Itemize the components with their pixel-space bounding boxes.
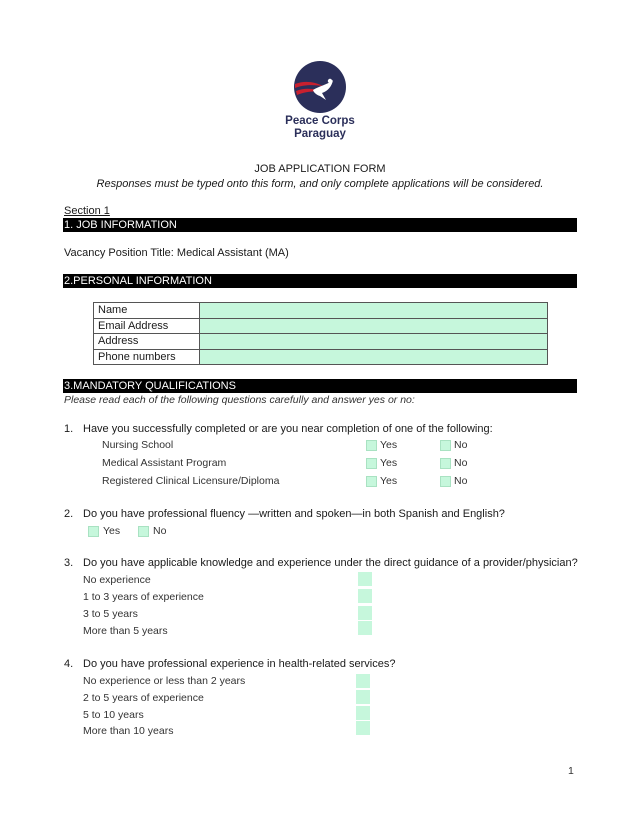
q4-text: Do you have professional experience in health-related services?	[83, 658, 396, 670]
name-field[interactable]	[200, 303, 548, 319]
section-label: Section 1	[64, 205, 110, 217]
q1-option-label: Registered Clinical Licensure/Diploma	[102, 475, 280, 487]
vacancy-title: Vacancy Position Title: Medical Assistant (MA)	[64, 247, 289, 259]
qualifications-header: 3.MANDATORY QUALIFICATIONS	[63, 379, 577, 393]
table-row	[94, 334, 548, 350]
name-label: Name	[94, 303, 200, 319]
address-label: Address	[94, 334, 200, 350]
q1-item1-yes-checkbox[interactable]	[366, 440, 377, 451]
logo-title: Peace Corps	[285, 115, 355, 127]
q3-option-label: 3 to 5 years	[83, 608, 138, 620]
table-row	[94, 318, 548, 334]
yes-label: Yes	[380, 439, 398, 451]
q1-item3-no-checkbox[interactable]	[440, 476, 451, 487]
q1-option-label: Medical Assistant Program	[102, 457, 227, 469]
phone-label: Phone numbers	[94, 349, 200, 365]
job-info-header: 1. JOB INFORMATION	[63, 218, 577, 232]
yes-label: Yes	[380, 457, 398, 469]
q3-number: 3.	[64, 557, 74, 569]
q4-option-label: No experience or less than 2 years	[83, 675, 246, 687]
phone-field[interactable]	[200, 349, 548, 365]
q2-text: Do you have professional fluency —written and spoken—in both Spanish and English?	[83, 508, 505, 520]
q3-option-label: More than 5 years	[83, 625, 168, 637]
q2-number: 2.	[64, 508, 74, 520]
q3-text: Do you have applicable knowledge and experience under the direct guidance of a provider/physician?	[83, 557, 578, 569]
table-row	[94, 349, 548, 365]
q4-option2-checkbox[interactable]	[356, 690, 370, 704]
instructions-text: Please read each of the following questions carefully and answer yes or no:	[64, 394, 415, 406]
no-label: No	[454, 457, 468, 469]
q2-yes-checkbox[interactable]	[88, 526, 99, 537]
q4-option4-checkbox[interactable]	[356, 721, 370, 735]
personal-info-header: 2.PERSONAL INFORMATION	[63, 274, 577, 288]
q3-option1-checkbox[interactable]	[358, 572, 372, 586]
address-field[interactable]	[200, 334, 548, 350]
no-label: No	[454, 439, 468, 451]
q1-number: 1.	[64, 423, 74, 435]
q2-no-checkbox[interactable]	[138, 526, 149, 537]
q3-option3-checkbox[interactable]	[358, 606, 372, 620]
form-subtitle: Responses must be typed onto this form, and only complete applications will be considered.	[96, 178, 544, 190]
q4-option-label: 2 to 5 years of experience	[83, 692, 204, 704]
personal-info-table	[93, 302, 548, 365]
q4-option1-checkbox[interactable]	[356, 674, 370, 688]
q4-option-label: More than 10 years	[83, 725, 174, 737]
no-label: No	[454, 475, 468, 487]
q3-option4-checkbox[interactable]	[358, 621, 372, 635]
q1-item2-yes-checkbox[interactable]	[366, 458, 377, 469]
q4-option-label: 5 to 10 years	[83, 709, 144, 721]
q3-option-label: 1 to 3 years of experience	[83, 591, 204, 603]
table-row	[94, 303, 548, 319]
yes-label: Yes	[103, 525, 121, 537]
logo-country: Paraguay	[294, 128, 346, 140]
q1-option-label: Nursing School	[102, 439, 174, 451]
q1-item2-no-checkbox[interactable]	[440, 458, 451, 469]
q3-option-label: No experience	[83, 574, 151, 586]
q1-text: Have you successfully completed or are you near completion of one of the following:	[83, 423, 493, 435]
email-label: Email Address	[94, 318, 200, 334]
q1-item1-no-checkbox[interactable]	[440, 440, 451, 451]
q1-item3-yes-checkbox[interactable]	[366, 476, 377, 487]
form-title: JOB APPLICATION FORM	[254, 163, 386, 175]
q4-number: 4.	[64, 658, 74, 670]
yes-label: Yes	[380, 475, 398, 487]
dove-flag-icon	[293, 60, 347, 114]
peace-corps-logo	[280, 60, 360, 141]
q3-option2-checkbox[interactable]	[358, 589, 372, 603]
page-number: 1	[568, 765, 574, 777]
q4-option3-checkbox[interactable]	[356, 706, 370, 720]
email-field[interactable]	[200, 318, 548, 334]
no-label: No	[153, 525, 167, 537]
